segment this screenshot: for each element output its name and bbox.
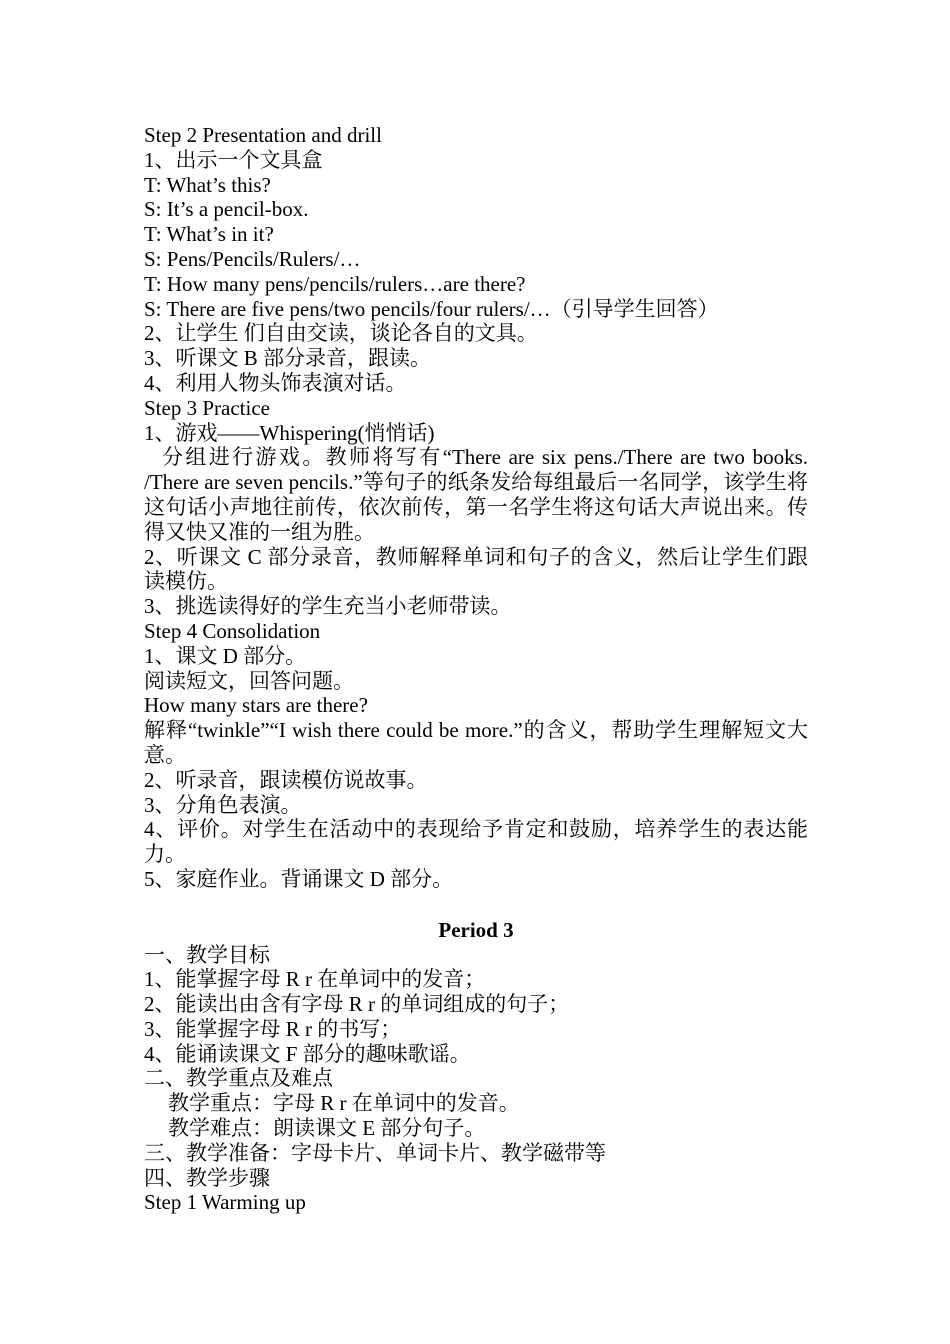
step4-item2: 2、听录音，跟读模仿说故事。: [144, 767, 428, 792]
step4-line: 阅读短文，回答问题。: [144, 668, 354, 693]
step4-explain: 解释“twinkle”“I wish there could be more.”的含义，帮助学生理解短文大意。: [144, 718, 808, 767]
period3-heading: Period 3: [438, 917, 514, 942]
step4-item4: 4、评价。对学生在活动中的表现给予肯定和鼓励，培养学生的表达能力。: [144, 817, 808, 867]
step4-title: Step 4 Consolidation: [144, 618, 321, 643]
focus-item: 教学重点：字母 R r 在单词中的发音。: [168, 1091, 520, 1116]
preparation-line: 三、教学准备：字母卡片、单词卡片、教学磁带等: [144, 1140, 606, 1165]
goal-item: 3、能掌握字母 R r 的书写；: [144, 1016, 402, 1041]
focus-item: 教学难点：朗读课文 E 部分句子。: [168, 1116, 486, 1141]
step2-line: S: It’s a pencil-box.: [144, 197, 309, 222]
goal-item: 2、能读出由含有字母 R r 的单词组成的句子；: [144, 992, 570, 1017]
step2-line: 2、让学生 们自由交读，谈论各自的文具。: [144, 321, 538, 346]
step2-line: S: Pens/Pencils/Rulers/…: [144, 246, 361, 271]
step3-item1-title: 1、游戏——Whispering(悄悄话): [144, 420, 435, 445]
step2-line: T: How many pens/pencils/rulers…are there?: [144, 271, 526, 296]
step3-title: Step 3 Practice: [144, 395, 270, 420]
step3-item2: 2、听课文 C 部分录音，教师解释单词和句子的含义，然后让学生们跟读模仿。: [144, 544, 808, 594]
step3-item3: 3、挑选读得好的学生充当小老师带读。: [144, 594, 512, 619]
step3-item1-body: 分组进行游戏。教师将写有“There are six pens./There are two books. /There are seven pencils.”等句子的纸条发给每组最后一名同学，该学生将这句话小声地往前传，依次前传，第一名学生将这句话大声说出来。传得又快又准的一组为胜。: [144, 445, 808, 544]
step2-line: S: There are five pens/two pencils/four rulers/…（引导学生回答）: [144, 296, 719, 321]
step2-line: 4、利用人物头饰表演对话。: [144, 370, 407, 395]
goals-title: 一、教学目标: [144, 942, 270, 967]
step1-title: Step 1 Warming up: [144, 1190, 306, 1215]
document-page: [144, 123, 808, 1215]
step4-item5: 5、家庭作业。背诵课文 D 部分。: [144, 866, 454, 891]
goal-item: 4、能诵读课文 F 部分的趣味歌谣。: [144, 1041, 471, 1066]
step2-line: 3、听课文 B 部分录音，跟读。: [144, 346, 432, 371]
step4-item3: 3、分角色表演。: [144, 792, 302, 817]
step2-line: T: What’s this?: [144, 172, 271, 197]
step2-title: Step 2 Presentation and drill: [144, 123, 382, 147]
step2-line: T: What’s in it?: [144, 222, 274, 247]
section-spacer: [144, 892, 808, 918]
step4-line: 1、课文 D 部分。: [144, 643, 307, 668]
step2-line: 1、出示一个文具盒: [144, 147, 323, 172]
focus-title: 二、教学重点及难点: [144, 1066, 333, 1091]
goal-item: 1、能掌握字母 R r 在单词中的发音；: [144, 967, 486, 992]
steps-title: 四、教学步骤: [144, 1165, 270, 1190]
step4-line: How many stars are there?: [144, 693, 368, 718]
